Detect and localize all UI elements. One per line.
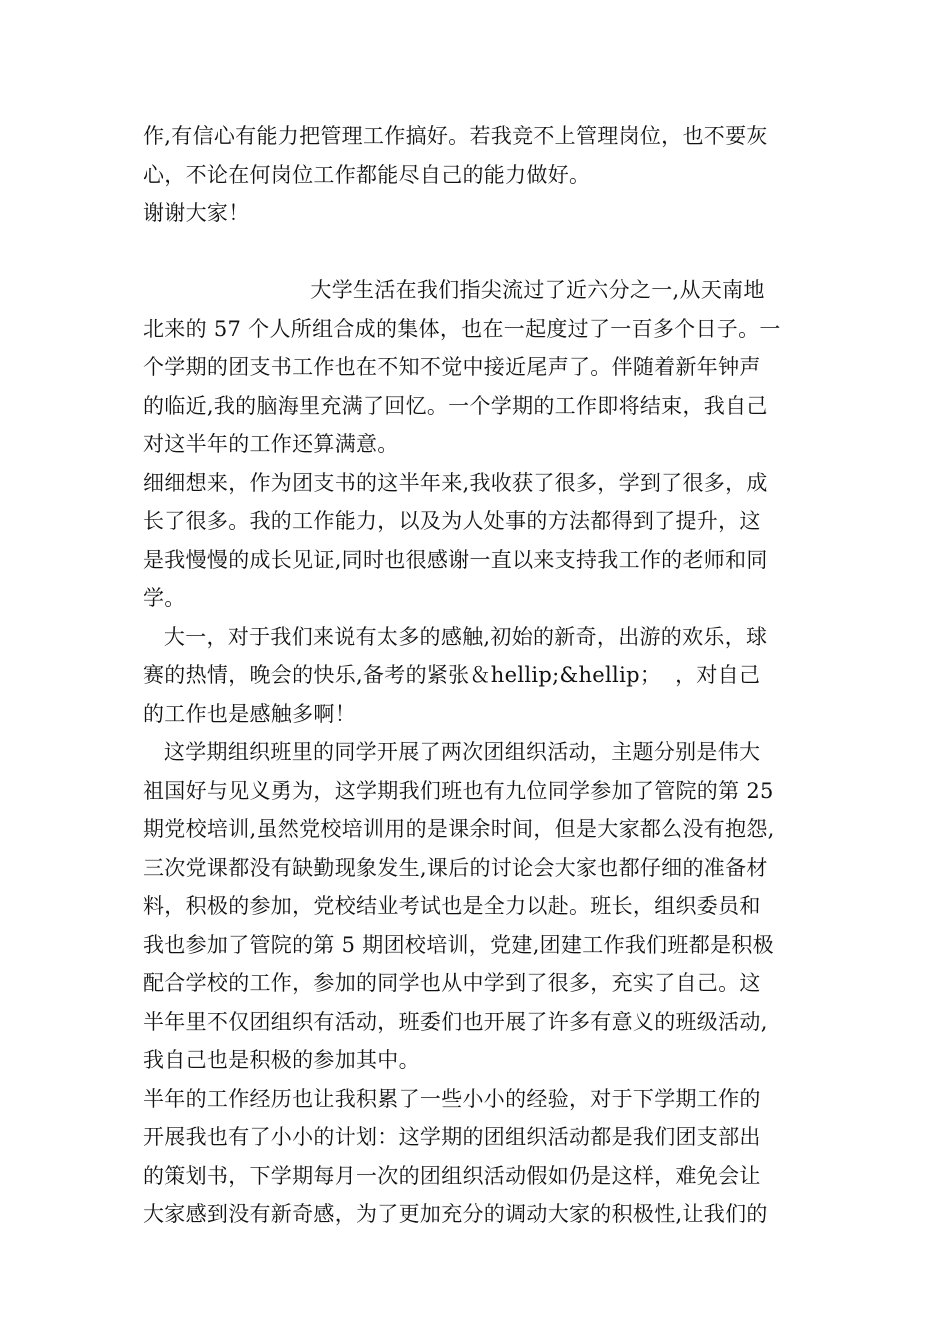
text-line: 半年的工作经历也让我积累了一些小小的经验，对于下学期工作的 <box>143 1086 761 1111</box>
text-line: 的工作也是感触多啊！ <box>143 701 356 726</box>
text-line: 学。 <box>143 586 186 610</box>
text-line: 对这半年的工作还算满意。 <box>143 432 399 456</box>
text-line: 长了很多。我的工作能力，以及为人处事的方法都得到了提升，这 <box>143 509 761 533</box>
text-line: 大家感到没有新奇感，为了更加充分的调动大家的积极性,让我们的 <box>143 1202 768 1226</box>
text-line: 大一，对于我们来说有太多的感触,初始的新奇，出游的欢乐，球 <box>143 624 768 649</box>
text-line: 心，不论在何岗位工作都能尽自己的能力做好。 <box>143 162 591 187</box>
text-line: 期党校培训,虽然党校培训用的是课余时间，但是大家都么没有抱怨, <box>143 817 775 841</box>
text-line: 我也参加了管院的第 5 期团校培训，党建,团建工作我们班都是积极 <box>143 932 774 957</box>
text-line: 大学生活在我们指尖流过了近六分之一,从天南地 <box>143 278 765 302</box>
text-line: 赛的热情，晚会的快乐,备考的紧张＆hellip;&hellip； ，对自己 <box>143 663 761 687</box>
text-line: 我自己也是积极的参加其中。 <box>143 1048 420 1072</box>
text-line: 作,有信心有能力把管理工作搞好。若我竞不上管理岗位，也不要灰 <box>143 124 768 148</box>
text-line: 配合学校的工作，参加的同学也从中学到了很多，充实了自己。这 <box>143 971 761 995</box>
text-line: 是我慢慢的成长见证,同时也很感谢一直以来支持我工作的老师和同 <box>143 547 768 572</box>
document-body <box>143 117 815 1234</box>
text-line: 的临近,我的脑海里充满了回忆。一个学期的工作即将结束，我自己 <box>143 393 768 418</box>
text-line: 谢谢大家！ <box>143 201 250 225</box>
text-line: 半年里不仅团组织有活动，班委们也开展了许多有意义的班级活动, <box>143 1009 768 1034</box>
text-line: 开展我也有了小小的计划：这学期的团组织活动都是我们团支部出 <box>143 1125 761 1149</box>
text-line: 料，积极的参加，党校结业考试也是全力以赴。班长，组织委员和 <box>143 894 761 918</box>
text-line: 个学期的团支书工作也在不知不觉中接近尾声了。伴随着新年钟声 <box>143 355 761 379</box>
text-line: 祖国好与见义勇为，这学期我们班也有九位同学参加了管院的第 25 <box>143 778 774 803</box>
text-line: 的策划书，下学期每月一次的团组织活动假如仍是这样，难免会让 <box>143 1163 761 1188</box>
blank-line <box>143 233 815 272</box>
text-line: 这学期组织班里的同学开展了两次团组织活动，主题分别是伟大 <box>143 740 761 764</box>
text-line: 细细想来，作为团支书的这半年来,我收获了很多，学到了很多，成 <box>143 470 768 495</box>
text-line: 北来的 57 个人所组合成的集体，也在一起度过了一百多个日子。一 <box>143 316 781 341</box>
text-line: 三次党课都没有缺勤现象发生,课后的讨论会大家也都仔细的准备材 <box>143 855 768 880</box>
